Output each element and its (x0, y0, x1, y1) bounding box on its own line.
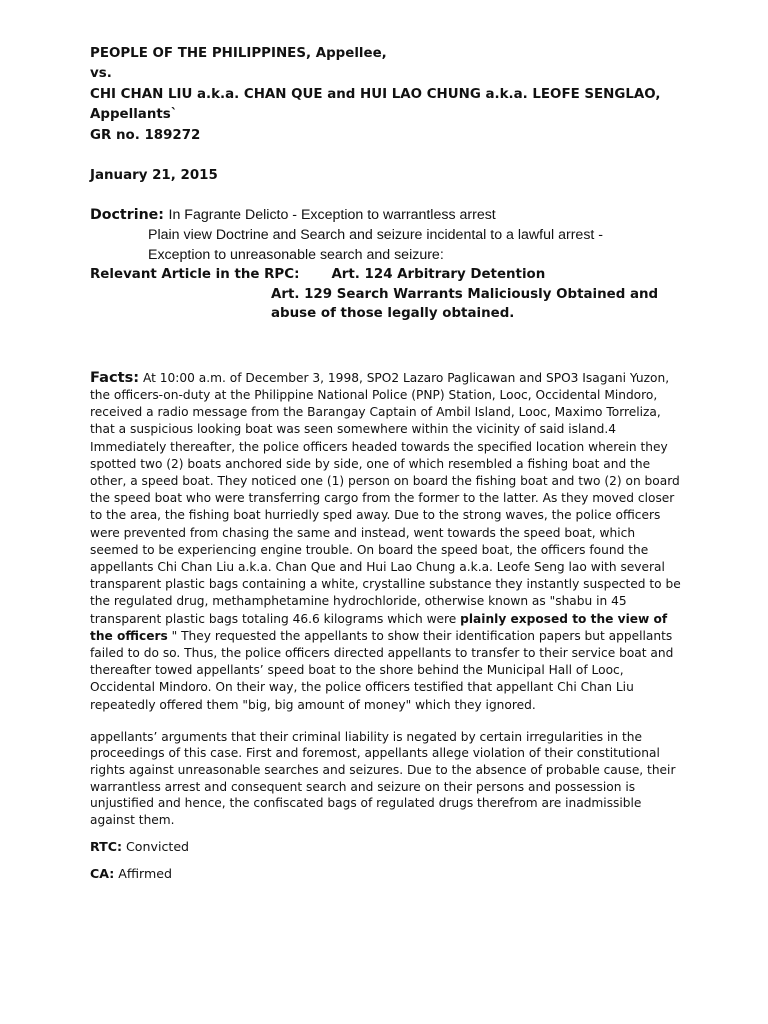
doctrine-line-2: Plain view Doctrine and Search and seizure incidental to a lawful arrest - (148, 227, 604, 244)
ruling-rtc (90, 838, 690, 855)
facts-emphasis: plainly exposed to the view of the officers (90, 611, 668, 643)
ruling-ca (90, 865, 690, 882)
article-124: Art. 124 Arbitrary Detention (331, 267, 546, 283)
document-page (90, 44, 690, 882)
facts-paragraph (90, 369, 682, 714)
case-party-appellee: PEOPLE OF THE PHILIPPINES, Appellee, (90, 46, 387, 61)
doctrine-line-3: Exception to unreasonable search and seizure: (148, 247, 444, 264)
doctrine-label: Doctrine: (90, 207, 164, 224)
relevant-articles (90, 265, 690, 285)
facts-text: At 10:00 a.m. of December 3, 1998, SPO2 Lazaro Paglicawan and SPO3 Isagani Yuzon, the officers-on-duty at the Philippine National Police (PNP) Station, Looc, Occidental Mindoro, received a radio message from the Barangay Captain of Ambil Island, Looc, Maximo Torreliza, that a suspicious looking boat was seen somewhere within the vicinity of said island.4 Immediately thereafter, the police officers headed towards the specified location wherein they spotted two (2) boats anchored side by side, one of which resembled a fishing boat and the other, a speed boat. They noticed one (1) person on board the fishing boat and two (2) on board the speed boat who were transferring cargo from the former to the latter. As they moved closer to the area, the fishing boat hurriedly sped away. Due to the strong waves, the police officers were prevented from chasing the same and instead, went towards the speed boat, which seemed to be experiencing engine trouble. On board the speed boat, the officers found the appellants Chi Chan Liu a.k.a. Chan Que and Hui Lao Chung a.k.a. Leofe Seng lao with several transparent plastic bags containing a white, crystalline substance they instantly suspected to be the regulated drug, methamphetamine hydrochloride, otherwise known as "shabu in 45 transparent plastic bags totaling 46.6 kilograms which were (90, 370, 681, 626)
ruling-ca-text: Affirmed (114, 866, 173, 882)
case-caption (90, 44, 690, 146)
decision-date: January 21, 2015 (90, 168, 218, 184)
arguments-paragraph: appellants’ arguments that their criminal liability is negated by certain irregularities in the proceedings of this case. First and foremost, appellants allege violation of their constitutional rights against unreasonable searches and seizures. Due to the absence of probable cause, their warrantless arrest and consequent search and seizure on their persons and possession is unjustified and hence, the confiscated bags of regulated drugs therefrom are inadmissible against them. (90, 729, 676, 827)
doctrine-text: In Fagrante Delicto - Exception to warrantless arrest (168, 207, 496, 224)
facts-label: Facts: (90, 368, 140, 386)
articles-label: Relevant Article in the RPC: (90, 267, 300, 283)
ruling-rtc-label: RTC: (90, 839, 123, 855)
case-versus: vs. (90, 66, 112, 82)
facts-text-continued: " They requested the appellants to show their identification papers but appellants failed to do so. Thus, the police officers directed appellants to transfer to their service boat and thereafter towed appellants’ speed boat to the shore behind the Municipal Hall of Looc, Occidental Mindoro. On their way, the police officers testified that appellant Chi Chan Liu repeatedly offered them "big, big amount of money" which they ignored. (90, 628, 674, 712)
ruling-rtc-text: Convicted (122, 839, 190, 855)
doctrine-section (90, 205, 690, 265)
case-gr-number: GR no. 189272 (90, 127, 201, 143)
case-party-appellants: CHI CHAN LIU a.k.a. CHAN QUE and HUI LAO CHUNG a.k.a. LEOFE SENGLAO, (90, 86, 661, 102)
case-appellants-label: Appellants` (90, 107, 178, 123)
article-129: Art. 129 Search Warrants Maliciously Obtained and abuse of those legally obtained. (271, 286, 659, 322)
ruling-ca-label: CA: (90, 866, 115, 882)
